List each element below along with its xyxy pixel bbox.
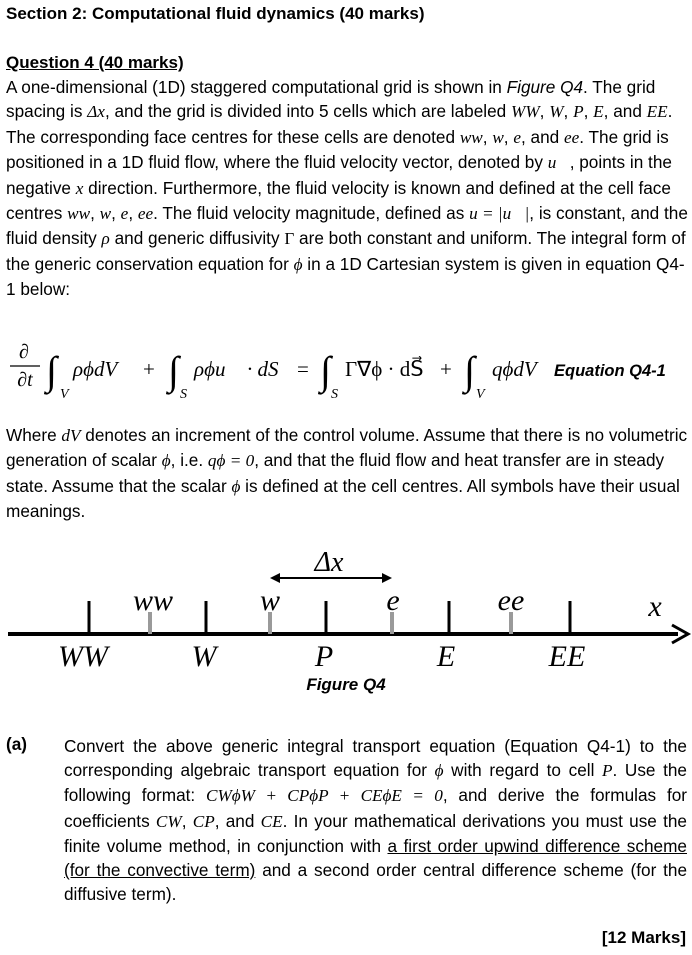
figure-reference: Figure Q4 (506, 77, 584, 97)
diffusion-term: Γ∇ϕ · dS⃗ (345, 357, 424, 381)
cell-label-E: E (436, 640, 456, 673)
svg-text:S: S (331, 387, 338, 402)
assumptions-paragraph: Where dV denotes an increment of the control volume. Assume that there is no volumetric generation of scalar ϕ, i.e. qϕ = 0, and that the fluid flow and heat transfer are in steady state. Assume that the scalar ϕ is defined at the cell centres. All symbols have their usual meanings. (6, 425, 688, 522)
equation-q4-1 (0, 336, 692, 406)
part-a-label: (a) (6, 734, 28, 754)
question-intro: A one-dimensional (1D) staggered computational grid is shown in Figure Q4. The grid spacing is Δx, and the grid is divided into 5 cells which are labeled WW, W, P, E, and EE. The corresponding face centres for these cells are denoted ww, w, e, and ee. The grid is positioned in a 1D fluid flow, where the fluid velocity vector, denoted by u⃗, points in the negative x direction. Furthermore, the fluid velocity is known and defined at the cell face centres ww, w, e, ee. The fluid velocity magnitude, defined as u = |u⃗|, is constant, and the fluid density ρ and generic diffusivity Γ are both constant and uniform. The integral form of the generic conservation equation for ϕ in a 1D Cartesian system is given in equation Q4-1 below: (6, 77, 688, 300)
integral-sign: ∫ (320, 348, 331, 393)
upwind-scheme-underlined: a first order upwind difference scheme (for the convective term) (64, 835, 687, 881)
integral-sign: ∫ (46, 348, 57, 393)
velocity-magnitude-def: u = |u⃗| (469, 204, 530, 224)
svg-text:V: V (476, 387, 485, 402)
face-label-ee: ee (497, 584, 525, 617)
part-a-text: Convert the above generic integral transport equation (Equation Q4-1) to the corresponding algebraic transport equation for ϕ with regard to cell P. Use the following format: CWϕW + CPϕP + CEϕE = 0, and derive the formulas for coefficients CW, CP, and CE. In your mathematical derivations you must use the finite volume method, in conjunction with a first order upwind difference scheme (for the convective term) and a second order central difference scheme (for the diffusive term). (64, 736, 688, 905)
accumulation-term: ρϕdV (73, 357, 118, 381)
cell-label-W: W (191, 640, 217, 673)
face-label-w: w (259, 584, 281, 617)
grid-spacing-symbol: Δx (87, 102, 105, 122)
section-title: Section 2: Computational fluid dynamics (40 marks) (6, 4, 425, 23)
svg-text:=: = (297, 357, 309, 381)
figure-q4 (0, 548, 692, 698)
question-title: Question 4 (40 marks) (6, 53, 184, 72)
convection-term: ρϕu⃗ · dS⃗ (194, 357, 295, 381)
svg-text:+: + (440, 357, 452, 381)
face-label-ww: ww (132, 584, 174, 617)
grid-spacing-label: Δx (314, 548, 344, 578)
partial-numerator: ∂ (19, 341, 29, 363)
integral-sign: ∫ (464, 348, 475, 393)
svg-text:+: + (143, 357, 155, 381)
figure-caption: Figure Q4 (306, 675, 386, 694)
cell-label-EE: EE (548, 640, 586, 673)
svg-text:S: S (180, 387, 187, 402)
cell-label-WW: WW (58, 640, 108, 673)
marks-label: [12 Marks] (601, 928, 686, 947)
x-axis-label: x (648, 590, 662, 623)
integral-sign: ∫ (168, 348, 179, 393)
velocity-vector-symbol: u⃗ (547, 153, 570, 173)
equation-label: Equation Q4-1 (554, 362, 666, 380)
face-label-e: e (386, 584, 400, 617)
cell-label-P: P (314, 640, 334, 673)
algebraic-format-equation: CWϕW + CPϕP + CEϕE = 0 (206, 786, 443, 806)
partial-denominator: ∂t (17, 369, 33, 391)
source-term: qϕdV (492, 357, 537, 381)
svg-text:V: V (60, 387, 69, 402)
